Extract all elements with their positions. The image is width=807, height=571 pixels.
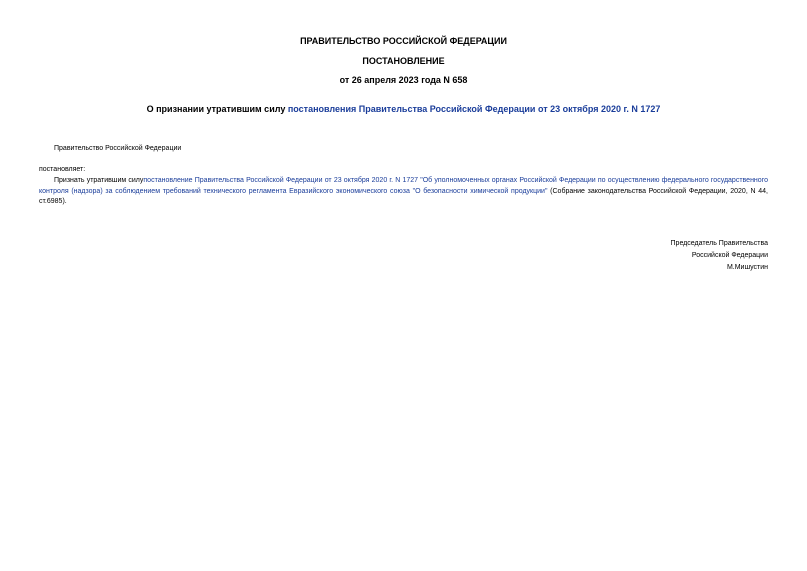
signature-line-title: Председатель Правительства xyxy=(670,240,768,247)
body-paragraph xyxy=(39,176,768,208)
paragraph-link[interactable]: постановление Правительства Российской Федерации от 23 октября 2020 г. N 1727 "Об уполномоченных органах Российской Федерации по осуществлению федерального государственного контроля (надзора) за соблюдением требований технического регламента Евразийского экономического союза "О безопасности химической продукции" xyxy=(39,177,768,195)
signature-line-country: Российской Федерации xyxy=(691,252,768,259)
title-link[interactable]: постановления Правительства Российской Федерации от 23 октября 2020 г. N 1727 xyxy=(287,104,661,114)
document-type-heading: ПОСТАНОВЛЕНИЕ xyxy=(362,56,445,66)
title-prefix: О признании утратившим силу xyxy=(146,104,286,114)
document-date-number: от 26 апреля 2023 года N 658 xyxy=(339,75,468,85)
signature-block xyxy=(568,238,768,274)
paragraph-suffix: (Собрание законодательства Российской Федерации, 2020, N 44, ст.6985). xyxy=(39,187,768,205)
signature-line-name: М.Мишустин xyxy=(726,264,768,271)
paragraph-prefix: Признать утратившим силу xyxy=(54,177,144,184)
document-title xyxy=(0,104,807,114)
decides-text: постановляет: xyxy=(39,166,86,173)
issuer-text: Правительство Российской Федерации xyxy=(54,145,182,152)
government-heading: ПРАВИТЕЛЬСТВО РОССИЙСКОЙ ФЕДЕРАЦИИ xyxy=(300,36,507,46)
